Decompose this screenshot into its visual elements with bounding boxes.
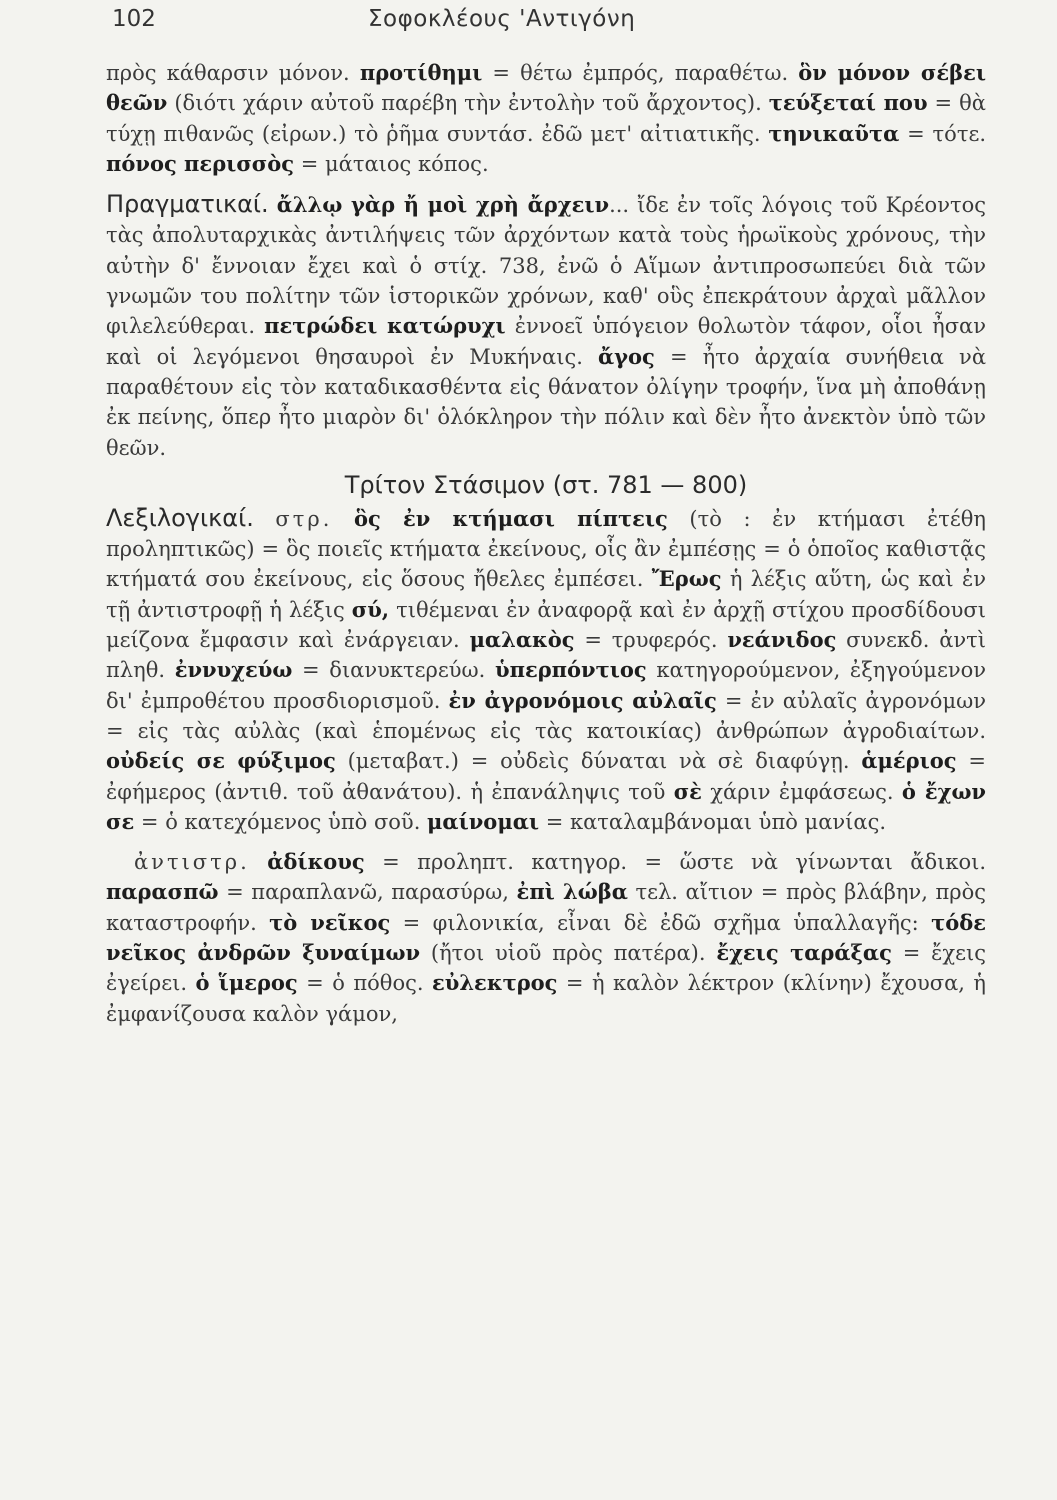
- text: κατηγορούμενον, ἐξηγούμενον δι' ἐμπροθέτου προσδιορισμοῦ.: [106, 658, 987, 713]
- text: τελ. αἴτιον = πρὸς βλάβην, πρὸς καταστροφήν.: [106, 880, 986, 935]
- bold-term: σὲ: [673, 778, 702, 804]
- text: = φιλονικία, εἶναι δὲ ἐδῶ σχῆμα ὑπαλλαγῆς:: [390, 910, 932, 935]
- text: = διανυκτερεύω.: [292, 658, 495, 683]
- bold-term: ἀδίκους: [267, 849, 365, 875]
- bold-term: Ἔρως: [651, 566, 722, 592]
- text: (διότι χάριν αὐτοῦ παρέβη τὴν ἐντολὴν τοῦ ἄρχοντος).: [167, 91, 769, 116]
- text: τιθέμεναι ἐν ἀναφορᾷ καὶ ἐν ἀρχῇ στίχου προσδίδουσι μείζονα ἔμφασιν καὶ ἐνάργειαν.: [106, 597, 986, 653]
- text: πρὸς κάθαρσιν μόνον.: [106, 61, 360, 85]
- section-label: Λεξιλογικαί.: [106, 503, 254, 532]
- bold-term: ἔχεις ταράξας: [716, 940, 892, 966]
- text: = ἦτο ἀρχαία συνήθεια νὰ παραθέτουν εἰς τὸν καταδικασθέντα εἰς θάνατον ὀλίγην τροφήν, ἵνα μὴ ἀποθάνῃ ἐκ πείνης, ὅπερ ἦτο μιαρὸν δι' ὁλόκληρον τὴν πόλιν καὶ δὲν ἦτο ἀνεκτὸν ὑπὸ τῶν θεῶν.: [106, 344, 986, 460]
- paragraph-4: [106, 847, 986, 1029]
- page-header: [0, 6, 1057, 42]
- text: = ἔχεις ἐγείρει.: [106, 941, 987, 996]
- text: = θέτω ἐμπρός, παραθέτω.: [482, 61, 799, 85]
- text: = παραπλανῶ, παρασύρω,: [218, 880, 517, 905]
- running-title: Σοφοκλέους 'Αντιγόνη: [368, 6, 636, 32]
- section-heading: Τρίτον Στάσιμον (στ. 781 — 800): [344, 470, 748, 499]
- text: = καταλαμβάνομαι ὑπὸ μανίας.: [539, 809, 887, 834]
- bold-term: τηνικαῦτα: [768, 120, 900, 146]
- text: = προληπτ. κατηγορ. = ὥστε νὰ γίνωνται ἄδικοι.: [364, 850, 986, 875]
- text: = ὁ κατεχόμενος ὑπὸ σοῦ.: [134, 809, 428, 834]
- text: = τρυφερός.: [574, 628, 728, 653]
- text: ἡ λέξις αὕτη, ὡς καὶ ἐν τῇ ἀντιστροφῇ ἡ λέξις: [106, 567, 986, 622]
- bold-term: ὁ ἵμερος: [195, 970, 298, 996]
- text: = τότε.: [899, 121, 986, 146]
- section-label: Πραγματικαί.: [106, 190, 269, 219]
- bold-term: πετρώδει κατώρυχι: [264, 313, 506, 339]
- page-body: [106, 58, 986, 1029]
- text: = μάταιος κόπος.: [294, 151, 489, 176]
- text: = ἡ καλὸν λέκτρον (κλίνην) ἔχουσα, ἡ ἐμφανίζουσα καλὸν γάμον,: [106, 971, 986, 1026]
- bold-term: νεάνιδος: [727, 627, 837, 653]
- text: = ὁ πόθος.: [297, 971, 432, 996]
- bold-term: ὑπερπόντιος: [495, 657, 647, 683]
- bold-term: ὃς ἐν κτήμασι πίπτεις: [354, 505, 668, 531]
- bold-term: οὐδείς σε φύξιμος: [106, 748, 336, 774]
- bold-term: μαίνομαι: [427, 808, 540, 834]
- spaced-label: ἀντιστρ.: [134, 850, 250, 875]
- text: (μεταβατ.) = οὐδεὶς δύναται νὰ σὲ διαφύγῃ.: [335, 749, 862, 774]
- spaced-label: στρ.: [275, 506, 333, 531]
- text: ἐννοεῖ ὑπόγειον θολωτὸν τάφον, οἷοι ἦσαν καὶ οἱ λεγόμενοι θησαυροὶ ἐν Μυκήναις.: [106, 314, 986, 369]
- bold-term: ἁμέριος: [861, 748, 957, 774]
- bold-term: τόδε νεῖκος ἀνδρῶν ξυναίμων: [106, 909, 987, 966]
- bold-term: σύ,: [351, 596, 390, 622]
- bold-term: ἐννυχεύω: [174, 657, 293, 683]
- bold-term: παρασπῶ: [106, 879, 219, 905]
- bold-term: προτίθημι: [359, 60, 483, 85]
- bold-term: ἐπὶ λώβα: [516, 879, 628, 905]
- bold-term: μαλακὸς: [469, 627, 575, 653]
- text: (ἤτοι υἱοῦ πρὸς πατέρα).: [420, 941, 717, 966]
- text: ... ἴδε ἐν τοῖς λόγοις τοῦ Κρέοντος τὰς ἀπολυταρχικὰς ἀντιλήψεις τῶν ἀρχόντων κατὰ τοὺς ἡρωϊκοὺς χρόνους, τὴν αὐτὴν δ' ἔννοιαν ἔχει καὶ ὁ στίχ. 738, ἐνῶ ὁ Αἵμων ἀντιπροσωπεύει διὰ τῶν γνωμῶν του πολίτην τῶν ἱστορικῶν χρόνων, καθ' οὓς ἐπεκράτουν ἀρχαὶ μᾶλλον φιλελεύθεραι.: [106, 193, 986, 339]
- text: = θὰ τύχῃ πιθανῶς (εἰρων.) τὸ ῥῆμα συντάσ. ἐδῶ μετ' αἰτιατικῆς.: [106, 91, 986, 146]
- paragraph-3: [106, 503, 986, 837]
- text: = ἐν αὐλαῖς ἀγρονόμων = εἰς τὰς αὐλὰς (καὶ ἑπομένως εἰς τὰς κατοικίας) ἀνθρώπων ἀγροδιαίτων.: [106, 688, 986, 743]
- bold-term: ἄλλῳ γὰρ ἤ μοὶ χρὴ ἄρχειν: [276, 192, 610, 218]
- paragraph-1: [106, 58, 986, 179]
- paragraph-2: [106, 189, 986, 463]
- bold-term: τεύξεταί που: [768, 90, 928, 116]
- bold-term: ὃν μόνον σέβει θεῶν: [106, 60, 986, 116]
- bold-term: ὁ ἔχων σε: [106, 778, 987, 834]
- bold-term: εὐλεκτρος: [432, 970, 558, 996]
- text: χάριν ἐμφάσεως.: [701, 779, 902, 804]
- text: = ἐφήμερος (ἀντιθ. τοῦ ἀθανάτου). ἡ ἐπανάληψις τοῦ: [106, 749, 986, 804]
- text: συνεκδ. ἀντὶ πληθ.: [106, 628, 986, 683]
- bold-term: τὸ νεῖκος: [269, 909, 391, 935]
- bold-term: πόνος περισσὸς: [106, 150, 295, 176]
- bold-term: ἐν ἀγρονόμοις αὐλαῖς: [448, 687, 717, 713]
- bold-term: ἄγος: [598, 343, 655, 369]
- text: (τὸ : ἐν κτήμασι ἐτέθη προληπτικῶς) = ὃς ποιεῖς κτήματα ἐκείνους, οἷς ἂν ἐμπέσῃς = ὁ ὁποῖος καθιστᾷς κτήματά σου ἐκείνους, εἰς ὅσους ἤθελες ἐμπέσει.: [106, 506, 987, 592]
- page-number: 102: [112, 6, 156, 32]
